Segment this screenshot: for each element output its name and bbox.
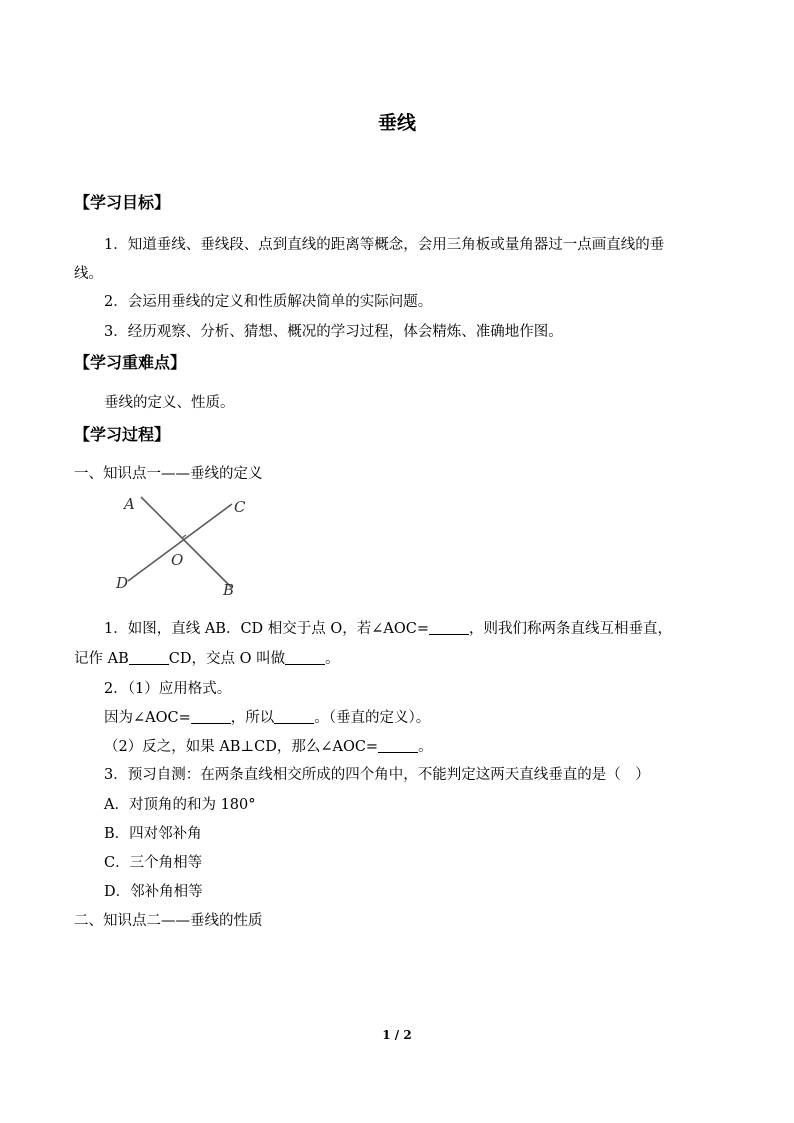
blank[interactable] xyxy=(129,650,169,665)
blank[interactable] xyxy=(274,709,314,724)
part2-heading: 二、知识点二——垂线的性质 xyxy=(74,913,263,929)
blank[interactable] xyxy=(429,620,469,635)
question-3: 3．预习自测：在两条直线相交所成的四个角中，不能判定这两天直线垂直的是（ ） xyxy=(104,767,650,783)
objective-2: 2．会运用垂线的定义和性质解决简单的实际问题。 xyxy=(104,294,433,310)
objective-3: 3．经历观察、分析、猜想、概况的学习过程，体会精炼、准确地作图。 xyxy=(104,324,563,340)
q2-text-e: 。 xyxy=(418,739,433,755)
q2-text-d: （2）反之，如果 AB⊥CD，那么∠AOC= xyxy=(104,739,379,755)
option-d: D．邻补角相等 xyxy=(104,884,203,900)
question-2-line1 xyxy=(104,706,430,727)
objective-1-line1: 1．知道垂线、垂线段、点到直线的距离等概念，会用三角板或量角器过一点画直线的垂 xyxy=(104,237,665,253)
question-2-heading: 2．（1）应用格式。 xyxy=(104,681,232,697)
q1-text-b: ，则我们称两条直线互相垂直， xyxy=(469,621,673,637)
page-number: 1 / 2 xyxy=(382,1028,412,1042)
q2-text-b: ，所以 xyxy=(230,710,275,726)
blank[interactable] xyxy=(191,709,231,724)
question-2-line2 xyxy=(104,735,433,756)
q2-text-a: 因为∠AOC= xyxy=(104,710,191,726)
label-a: A xyxy=(124,495,135,513)
q2-text-c: 。（垂直的定义）。 xyxy=(314,710,431,726)
perpendicular-lines-figure xyxy=(108,490,258,602)
blank[interactable] xyxy=(378,738,418,753)
question-1-line2 xyxy=(74,647,340,668)
option-b: B．四对邻补角 xyxy=(104,826,202,842)
option-c: C．三个角相等 xyxy=(104,855,203,871)
section-key-points-heading: 【学习重难点】 xyxy=(74,353,187,372)
label-b: B xyxy=(223,581,235,599)
q1-text-a: 1．如图，直线 AB．CD 相交于点 O，若∠AOC= xyxy=(104,621,430,637)
section-process-heading: 【学习过程】 xyxy=(74,425,171,444)
label-o: O xyxy=(171,551,184,569)
page-title: 垂线 xyxy=(377,112,416,134)
blank[interactable] xyxy=(285,650,325,665)
label-c: C xyxy=(234,498,246,516)
objective-1-line2: 线。 xyxy=(74,266,103,282)
key-points-text: 垂线的定义、性质。 xyxy=(104,395,235,411)
part1-heading: 一、知识点一——垂线的定义 xyxy=(74,466,263,482)
section-objectives-heading: 【学习目标】 xyxy=(74,193,171,212)
line-ab xyxy=(141,497,231,587)
right-angle-mark xyxy=(178,534,186,538)
q1-text-c: 记作 AB xyxy=(74,651,129,667)
line-cd xyxy=(128,504,232,581)
option-a: A．对顶角的和为 180° xyxy=(104,797,256,813)
question-1-line1 xyxy=(104,617,672,638)
q1-text-d: CD，交点 O 叫做 xyxy=(168,651,286,667)
label-d: D xyxy=(116,574,129,592)
q1-text-e: 。 xyxy=(325,651,340,667)
